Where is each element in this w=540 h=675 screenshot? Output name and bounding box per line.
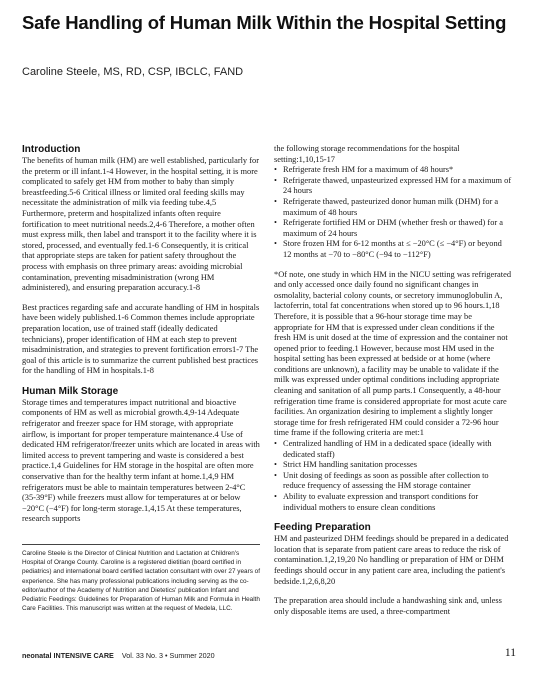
author-byline: Caroline Steele, MS, RD, CSP, IBCLC, FAND bbox=[22, 66, 244, 78]
list-item: • Ability to evaluate expression and transport conditions for individual mothers to ensure clean conditions bbox=[274, 492, 512, 513]
preparation-paragraph-1: HM and pasteurized DHM feedings should be prepared in a dedicated location that is separate from patient care areas to reduce the risk of contamination.1,2,19,20 No handling or preparation of HM or DHM feedings should occur in any patient care area, including the patient's bedside.1,2,6,8,20 bbox=[274, 534, 509, 586]
journal-name: neonatal INTENSIVE CARE bbox=[22, 651, 114, 660]
page-number: 11 bbox=[504, 647, 516, 659]
storage-note-paragraph: *Of note, one study in which HM in the NICU setting was refrigerated and only accessed once daily found no significant changes in osmolality, bacterial colony counts, or secretory immunoglobulin A, lactoferrin, total fat concentrations when stored up to 96 hours.1,18 Therefore, it is possible that a 96-hour storage time may be appropriate for HM that is expressed under clean conditions if the fresh HM is unit dosed at the time of expression and the container not opened prior to feeding.1 However, because most HM used in the hospital setting has been expressed at bedside or at home (where conditions are unknown), a facility may be unable to validate if the milk was expressed under optimal conditions including appropriate cleaning and sanitation of all pump parts.1 Consequently, a 48-hour refrigeration time frame is considered appropriate for most acute care facilities. An organization desiring to implement a slightly longer storage time for fresh refrigerated HM could consider a 72-96 hour time frame if the following criteria are met:1 bbox=[274, 269, 512, 438]
intro-paragraph-1: The benefits of human milk (HM) are well established, particularly for the preterm or ill infant.1-4 However, in the hospital setting, it is more complicated to safely get HM from mother to baby than simply breastfeeding.5-6 Critical illness or limited oral feeding skills may necessitate the administration of milk via feeding tube.4,5 Furthermore, preterm and hospitalized infants often require fortification to meet nutritional needs.2,4-6 Therefore, a mother often must express milk, then label and transport it to the facility where it is stored, processed, and eventually fed.1-6 Consequently, it is critical that appropriate steps are taken for patient safety throughout the process with emphasis on three primary areas: avoiding microbial contamination, preventing misadministration (wrong HM administered), and ensuring preparation accuracy.1-8 bbox=[22, 156, 259, 293]
feeding-preparation-heading: Feeding Preparation bbox=[274, 522, 371, 534]
intro-paragraph-2: Best practices regarding safe and accurate handling of HM in hospitals have been widely published.1-6 Common themes include appropriate preparation location, use of trained staff (ideally dedicated technicians), proper identification of HM at each step to prevent misadministration, and strategies to prevent fortification errors1-7 The goal of this article is to summarize the current published best practices for the handling of HM in hospitals.1-8 bbox=[22, 302, 260, 376]
bio-divider bbox=[22, 544, 260, 545]
storage-continuation: the following storage recommendations for the hospital setting:1,10,15-17 bbox=[274, 144, 460, 164]
list-item: • Centralized handling of HM in a dedicated space (ideally with dedicated staff) bbox=[274, 439, 512, 460]
list-item: • Strict HM handling sanitation processes bbox=[274, 460, 512, 471]
criteria-list bbox=[274, 439, 512, 513]
article-title: Safe Handling of Human Milk Within the Hospital Setting bbox=[22, 12, 507, 33]
preparation-paragraph-2: The preparation area should include a handwashing sink and, unless only disposable items are used, a three-compartment bbox=[274, 596, 502, 616]
page-footer bbox=[22, 651, 215, 660]
storage-recommendations-list bbox=[274, 165, 512, 260]
intro-heading: Introduction bbox=[22, 144, 81, 155]
list-item: • Refrigerate fresh HM for a maximum of 48 hours* bbox=[274, 165, 512, 176]
list-item: • Store frozen HM for 6-12 months at ≤ −20°C (≤ −4°F) or beyond 12 months at −70 to −80°C (−94 to −112°F) bbox=[274, 239, 512, 260]
storage-heading: Human Milk Storage bbox=[22, 385, 119, 397]
list-item: • Refrigerate thawed, pasteurized donor human milk (DHM) for a maximum of 48 hours bbox=[274, 197, 512, 218]
storage-paragraph-1: Storage times and temperatures impact nutritional and bioactive components of HM as well as microbial growth.4,9-14 Adequate refrigerator and freezer space for HM storage, with appropriate airflow, is important for proper temperature maintenance.4 Use of dedicated HM refrigerator/freezer units which are located in areas with limited access to prevent tampering and waste is considered a best practice.1,4 Guidelines for HM storage in the hospital are often more conservative than for the healthy term infant at home.1,4,9 HM refrigerators must be able to maintain temperatures between 2-4°C (35-39°F) while freezers must allow for temperatures at or below −20°C (−4°F) for long-term storage.1,4,15 At these temperatures, research supports bbox=[22, 397, 260, 524]
list-item: • Unit dosing of feedings as soon as possible after collection to reduce frequency of assessing the HM storage container bbox=[274, 471, 512, 492]
author-bio: Caroline Steele is the Director of Clinical Nutrition and Lactation at Children's Hospital of Orange County. Caroline is a registered dietitian (board certified in pediatrics) and international board certified lactation consultant with over 27 years of experience. She has many professional publications including serving as the co-editor/author of the Academy of Nutrition and Dietetics' publication Infant and Pediatric Feedings: Guidelines for Preparation of Human Milk and Formula in Health Care Facilities. This manuscript was written at the request of Medela, LLC. bbox=[22, 550, 261, 613]
issue-info: Vol. 33 No. 3 • Summer 2020 bbox=[121, 651, 215, 660]
list-item: • Refrigerate thawed, unpasteurized expressed HM for a maximum of 24 hours bbox=[274, 176, 512, 197]
right-column bbox=[274, 144, 512, 617]
left-column bbox=[22, 144, 260, 525]
list-item: • Refrigerate fortified HM or DHM (whether fresh or thawed) for a maximum of 24 hours bbox=[274, 218, 512, 239]
